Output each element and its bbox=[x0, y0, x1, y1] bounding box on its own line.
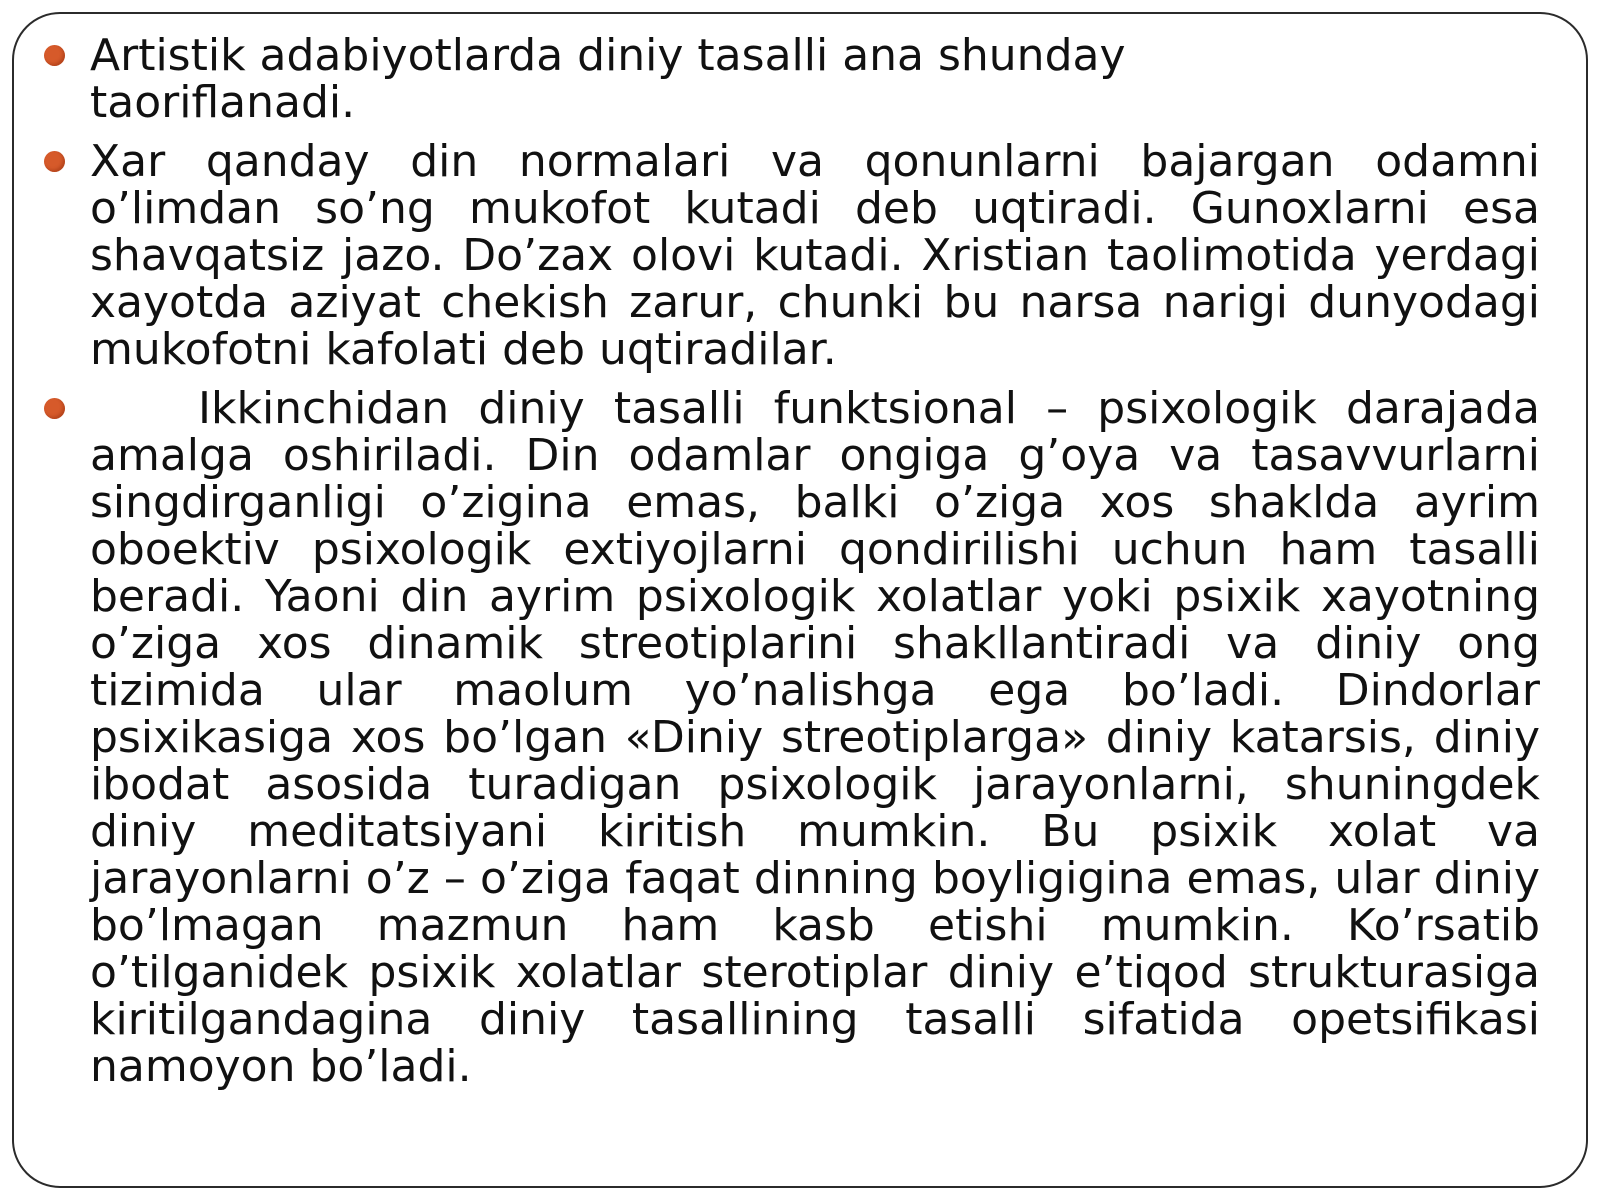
bullet-item-3 bbox=[14, 385, 1586, 1090]
bullet-dot-icon bbox=[44, 398, 65, 419]
bullet-dot-icon bbox=[44, 151, 65, 172]
bullet-text-1: Artistik adabiyotlarda diniy tasalli ana shunday taoriflanadi. bbox=[90, 30, 1126, 128]
bullet-dot-icon bbox=[44, 45, 65, 66]
slide-frame bbox=[12, 12, 1588, 1188]
bullet-list bbox=[14, 32, 1586, 1102]
bullet-item-2 bbox=[14, 138, 1586, 373]
bullet-text-2: Xar qanday din normalari va qonunlarni bajargan odamni o’limdan so’ng mukofot kutadi deb uqtiradi. Gunoxlarni esa shavqatsiz jazo. Do’zax olovi kutadi. Xristian taolimotida yerdagi xayotda aziyat chekish zarur, chunki bu narsa narigi dunyodagi mukofotni kafolati deb uqtiradilar. bbox=[90, 136, 1540, 375]
bullet-text-3: Ikkinchidan diniy tasalli funktsional – psixologik darajada amalga oshiriladi. Din odamlar ongiga g’oya va tasavvurlarni singdirganligi o’zigina emas, balki o’ziga xos shaklda ayrim oboektiv psixologik extiyojlarni qondirilishi uchun ham tasalli beradi. Yaoni din ayrim psixologik xolatlar yoki psixik xayotning o’ziga xos dinamik streotiplarini shakllantiradi va diniy ong tizimida ular maolum yo’nalishga ega bo’ladi. Dindorlar psixikasiga xos bo’lgan «Diniy streotiplarga» diniy katarsis, diniy ibodat asosida turadigan psixologik jarayonlarni, shuningdek diniy meditatsiyani kiritish mumkin. Bu psixik xolat va jarayonlarni o’z – o’ziga faqat dinning boyligigina emas, ular diniy bo’lmagan mazmun ham kasb etishi mumkin. Ko’rsatib o’tilganidek psixik xolatlar sterotiplar diniy e’tiqod strukturasiga kiritilgandagina diniy tasallining tasalli sifatida opetsifikasi namoyon bo’ladi. bbox=[90, 383, 1540, 1092]
bullet-item-1 bbox=[14, 32, 1586, 126]
